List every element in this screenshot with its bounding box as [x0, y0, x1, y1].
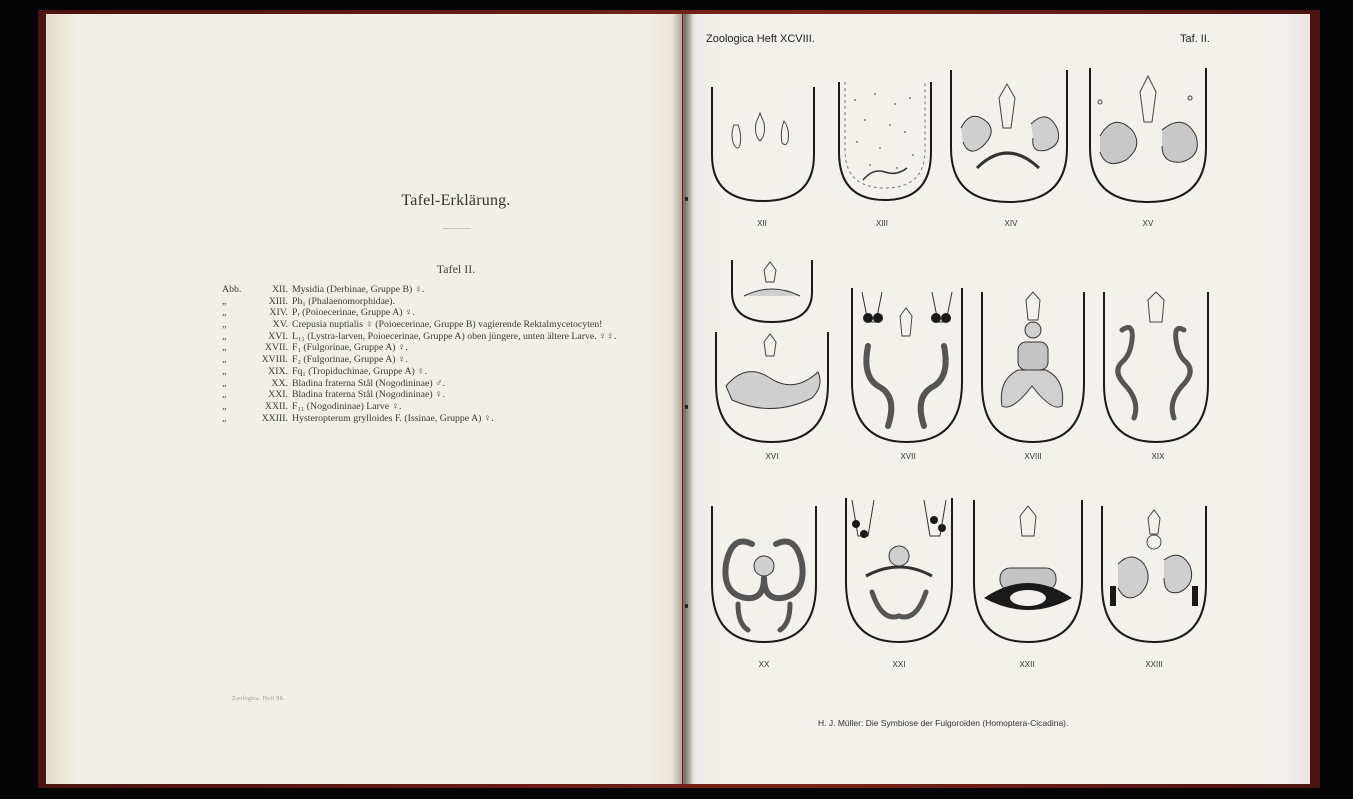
- page-title: Tafel-Erklärung.: [401, 192, 511, 209]
- figure-label-xvi: XVI: [765, 452, 779, 461]
- legend-abbreviation: „: [222, 400, 227, 412]
- figure-xvi: [712, 256, 834, 448]
- figure-label-xxii: XXII: [1019, 660, 1035, 669]
- legend-figure-number: XXII.: [264, 400, 288, 412]
- legend-description: L₁₁ (Lystra-larven, Poioecerinae, Gruppe A) oben jüngere, unten ältere Larve. ♀♀.: [292, 330, 617, 342]
- legend-figure-number: XV.: [272, 319, 288, 331]
- figure-label-xiv: XIV: [1004, 219, 1018, 228]
- figure-xvii: [848, 286, 966, 446]
- legend-figure-number: XXI.: [268, 389, 288, 401]
- legend-figure-number: XVII.: [264, 342, 288, 354]
- figure-xx: [708, 504, 820, 646]
- journal-header: Zoologica Heft XCVIII.: [706, 33, 815, 45]
- legend-description: F₂ (Fulgorinae, Gruppe A) ♀.: [292, 354, 408, 366]
- left-page: [46, 14, 682, 784]
- figure-label-xxi: XXI: [892, 660, 906, 669]
- figure-label-xx: XX: [758, 660, 770, 669]
- figure-label-xvii: XVII: [900, 452, 916, 461]
- legend-description: Bladina fraterna Stål (Nogodininae) ♂.: [292, 377, 445, 389]
- figure-xviii: [978, 290, 1088, 446]
- plate-number: Taf. II.: [1180, 33, 1210, 45]
- legend-description: Bladina fraterna Stål (Nogodininae) ♀.: [292, 389, 445, 401]
- legend-figure-number: XX.: [271, 377, 288, 389]
- legend-figure-number: XIV.: [269, 307, 288, 319]
- figure-label-xiii: XIII: [875, 219, 888, 228]
- legend-abbreviation: „: [222, 389, 227, 401]
- legend-figure-number: XIII.: [268, 295, 288, 307]
- figure-label-xviii: XVIII: [1024, 452, 1042, 461]
- plate-caption: H. J. Müller: Die Symbiose der Fulgoroiden (Homoptera-Cicadina).: [818, 718, 1069, 728]
- legend-description: Pᵣ (Poioecerinae, Gruppe A) ♀.: [292, 307, 415, 319]
- legend-description: Crepusia nuptialis ♀ (Poioecerinae, Gruppe B) vagierende Rektalmycetocyten!: [292, 319, 603, 331]
- figure-xxii: [970, 498, 1086, 646]
- legend-description: Ph₁ (Phalaenomorphidae).: [292, 295, 395, 307]
- figure-xii: [708, 85, 818, 207]
- legend-abbreviation: „: [222, 354, 227, 366]
- figure-label-xv: XV: [1142, 219, 1154, 228]
- figure-label-xxiii: XXIII: [1145, 660, 1163, 669]
- legend-figure-number: XXIII.: [261, 412, 288, 424]
- figure-label-xix: XIX: [1151, 452, 1165, 461]
- legend-abbreviation: „: [222, 330, 227, 342]
- legend-description: Hysteropterum grylloides F. (Issinae, Gruppe A) ♀.: [292, 412, 494, 424]
- page-footer: Zoologica. Heft 98.: [232, 696, 285, 702]
- figure-label-xii: XII: [757, 219, 767, 228]
- figure-xxi: [842, 496, 956, 646]
- legend-figure-number: XII.: [271, 284, 288, 295]
- figure-xix: [1100, 290, 1212, 446]
- legend-abbreviation: „: [222, 365, 227, 377]
- legend-figure-number: XVIII.: [261, 354, 288, 366]
- legend-abbreviation: „: [222, 295, 227, 307]
- legend-abbreviation: „: [222, 377, 227, 389]
- legend-description: F₁ (Fulgorinae, Gruppe A) ♀.: [292, 342, 408, 354]
- legend-abbreviation: „: [222, 342, 227, 354]
- legend-abbreviation: Abb.: [222, 284, 242, 295]
- book-gutter: [672, 14, 694, 784]
- legend-description: Fq₁ (Tropiduchinae, Gruppe A) ♀.: [292, 365, 428, 377]
- figure-xiv: [947, 68, 1072, 208]
- figure-xiii: [835, 80, 935, 205]
- figure-xv: [1086, 66, 1211, 208]
- title-divider: [443, 228, 471, 229]
- legend-abbreviation: „: [222, 319, 227, 331]
- plate-heading: Tafel II.: [436, 262, 476, 276]
- figure-xxiii: [1098, 504, 1210, 646]
- legend-abbreviation: „: [222, 307, 227, 319]
- legend-description: Mysidia (Derbinae, Gruppe B) ♀.: [292, 284, 425, 295]
- legend-description: F₁₁ (Nogodininae) Larve ♀.: [292, 400, 402, 412]
- legend-figure-number: XIX.: [268, 365, 288, 377]
- legend-abbreviation: „: [222, 412, 227, 424]
- legend-figure-number: XVI.: [268, 330, 288, 342]
